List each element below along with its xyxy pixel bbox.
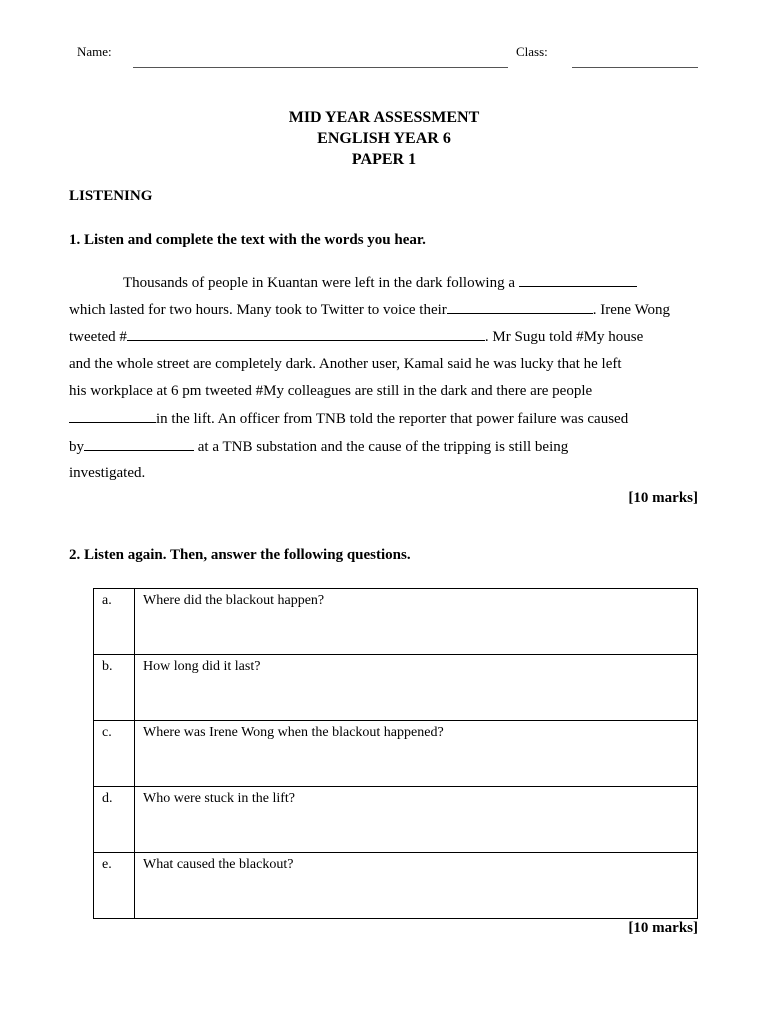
row-question[interactable]: Where was Irene Wong when the blackout happened? [135, 721, 698, 787]
passage-text: by [69, 439, 84, 455]
name-field[interactable] [133, 67, 508, 68]
passage-text: in the lift. An officer from TNB told the reporter that power failure was caused [156, 411, 629, 427]
name-label: Name: [77, 44, 112, 59]
paper-number: PAPER 1 [351, 151, 417, 168]
passage-line-4 [69, 354, 698, 374]
table-row [94, 787, 698, 853]
passage-line-5 [69, 381, 698, 401]
passage-line-3 [69, 326, 698, 347]
passage-text: tweeted # [69, 329, 127, 345]
row-question[interactable]: Where did the blackout happen? [135, 589, 698, 655]
passage-text: . Irene Wong [592, 302, 671, 318]
row-letter: e. [94, 853, 135, 919]
question-2-heading: 2. Listen again. Then, answer the following questions. [69, 547, 411, 563]
table-row [94, 655, 698, 721]
question-1-heading: 1. Listen and complete the text with the words you hear. [69, 232, 426, 248]
class-label: Class: [516, 44, 548, 59]
class-field[interactable] [572, 67, 698, 68]
question-table [93, 588, 698, 919]
table-row [94, 589, 698, 655]
passage-text: . Mr Sugu told #My house [484, 329, 644, 345]
row-question[interactable]: What caused the blackout? [135, 853, 698, 919]
passage-line-8 [69, 463, 698, 483]
row-letter: b. [94, 655, 135, 721]
answer-blank-2[interactable] [447, 299, 593, 314]
passage-text: his workplace at 6 pm tweeted #My colleagues are still in the dark and there are people [69, 383, 593, 399]
answer-blank-4[interactable] [69, 408, 156, 423]
passage-text: at a TNB substation and the cause of the tripping is still being [194, 439, 569, 455]
passage-line-1 [69, 272, 698, 293]
passage-text: and the whole street are completely dark. Another user, Kamal said he was lucky that he left [69, 356, 622, 372]
passage-line-2 [69, 299, 698, 320]
passage-line-6 [69, 408, 698, 429]
answer-blank-3[interactable] [127, 326, 485, 341]
passage-text: investigated. [69, 465, 146, 481]
question-1-marks: [10 marks] [628, 490, 698, 506]
row-question[interactable]: How long did it last? [135, 655, 698, 721]
question-2-marks: [10 marks] [628, 920, 698, 936]
table-row [94, 721, 698, 787]
row-question[interactable]: Who were stuck in the lift? [135, 787, 698, 853]
row-letter: d. [94, 787, 135, 853]
row-letter: a. [94, 589, 135, 655]
passage-text: Thousands of people in Kuantan were left in the dark following a [123, 275, 519, 291]
table-row [94, 853, 698, 919]
section-heading: LISTENING [69, 188, 153, 204]
page-subtitle: ENGLISH YEAR 6 [317, 130, 451, 147]
answer-blank-5[interactable] [84, 436, 194, 451]
page-title: MID YEAR ASSESSMENT [288, 109, 480, 126]
passage-text: which lasted for two hours. Many took to Twitter to voice their [69, 302, 447, 318]
row-letter: c. [94, 721, 135, 787]
answer-blank-1[interactable] [519, 272, 637, 287]
passage-line-7 [69, 436, 698, 457]
